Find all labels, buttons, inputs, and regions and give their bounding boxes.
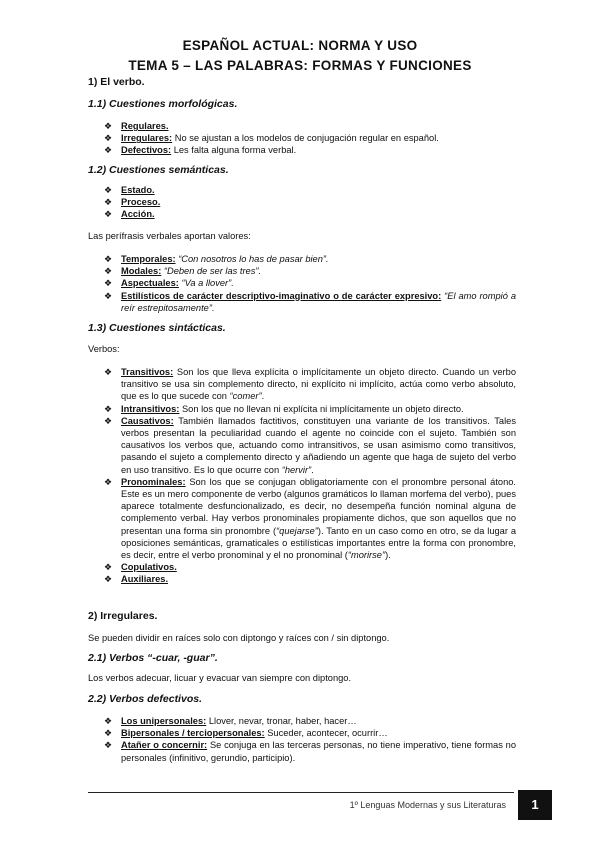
list-item: ❖ Acción. — [104, 209, 155, 220]
bullet-icon: ❖ — [104, 367, 113, 377]
bullet-icon: ❖ — [104, 415, 113, 426]
section-1-1-heading: 1.1) Cuestiones morfológicas. — [88, 98, 238, 110]
bullet-icon: ❖ — [104, 403, 113, 414]
bullet-icon: ❖ — [104, 562, 113, 573]
bullet-icon: ❖ — [104, 209, 113, 220]
list-item: ❖ Bipersonales / terciopersonales: Suceder, acontecer, ocurrir… — [104, 728, 388, 739]
list-item: ❖ Los unipersonales: Llover, nevar, tronar, haber, hacer… — [104, 716, 357, 726]
list-item: ❖ Pronominales: Son los que se conjugan obligatoriamente con el pronombre personal átono. Este es un mero componente de verbo (algunos gramáticos lo llaman morfema del verbo), pues aparece totalmente desfuncionalizado, es decir, no desempeña función nominal alguna de complemento verbal. Hay verbos pronominales propiamente dichos, que son aquellos que no presentan una forma sin pronombre (“quejarse”). Tanto en un caso como en otro, se da lugar a oposiciones semánticas, gramaticales o estilísticas importantes entre la forma con pronombre, es decir, entre el verbo pronominal y el no pronominal (“morirse”). — [104, 476, 516, 561]
bullet-icon: ❖ — [104, 728, 113, 739]
section-1-2-heading: 1.2) Cuestiones semánticas. — [88, 164, 229, 176]
document-subtitle: TEMA 5 – LAS PALABRAS: FORMAS Y FUNCIONES — [128, 58, 472, 73]
bullet-icon: ❖ — [104, 278, 113, 289]
bullet-icon: ❖ — [104, 574, 113, 585]
section-2-2-heading: 2.2) Verbos defectivos. — [88, 693, 202, 705]
footer-rule — [88, 792, 514, 793]
bullet-icon: ❖ — [104, 716, 113, 726]
bullet-icon: ❖ — [104, 121, 113, 131]
list-item: ❖ Auxiliares. — [104, 574, 169, 585]
semantics-list — [104, 184, 516, 221]
list-item: ❖ Temporales: “Con nosotros lo has de pasar bien”. — [104, 254, 329, 264]
list-item: ❖ Defectivos: Les falta alguna forma verbal. — [104, 145, 297, 156]
bullet-icon: ❖ — [104, 254, 113, 264]
verbs-intro: Verbos: — [88, 344, 120, 354]
section-2-1-text: Los verbos adecuar, licuar y evacuar van siempre con diptongo. — [88, 673, 352, 683]
footer-course: 1º Lenguas Modernas y sus Literaturas — [349, 800, 506, 810]
list-item: ❖ Estado. — [104, 185, 155, 195]
list-item: ❖ Modales: “Deben de ser las tres”. — [104, 266, 262, 277]
bullet-icon: ❖ — [104, 133, 113, 144]
bullet-icon: ❖ — [104, 266, 113, 277]
list-item: ❖ Proceso. — [104, 197, 161, 208]
section-2-intro: Se pueden dividir en raíces solo con diptongo y raíces con / sin diptongo. — [88, 633, 390, 643]
document-title: ESPAÑOL ACTUAL: NORMA Y USO — [182, 38, 418, 53]
bullet-icon: ❖ — [104, 290, 113, 301]
list-item: ❖ Atañer o concernir: Se conjuga en las terceras personas, no tiene imperativo, tiene formas no personales (infinitivo, gerundio, participio). — [104, 740, 516, 763]
list-item: ❖ Transitivos: Son los que lleva explícita o implícitamente un objeto directo. Cuando un verbo transitivo se usa sin complemento directo, ni explícito ni implícito, actúa como verbo absoluto, que es lo que sucede con “comer”. — [104, 367, 516, 402]
list-item: ❖ Estilísticos de carácter descriptivo-imaginativo o de carácter expresivo: “El amo rompió a reír estrepitosamente”. — [104, 290, 516, 313]
list-item: ❖ Aspectuales: “Va a llover”. — [104, 278, 234, 289]
section-1-3-heading: 1.3) Cuestiones sintácticas. — [88, 322, 226, 334]
bullet-icon: ❖ — [104, 185, 113, 195]
periphrasis-values-list — [104, 253, 516, 314]
syntax-list — [104, 366, 516, 586]
defective-verbs-list — [104, 715, 516, 764]
list-item: ❖ Regulares. — [104, 121, 169, 131]
list-item: ❖ Intransitivos: Son los que no llevan ni explícita ni implícitamente un objeto directo. — [104, 403, 464, 414]
bullet-icon: ❖ — [104, 145, 113, 156]
list-item: ❖ Causativos: También llamados factitivos, constituyen una variante de los transitivos. Tales verbos presentan la peculiaridad cuando el agente no coincide con el sujeto. También son causativos los verbos que, actuando como intransitivos, se usan asimismo como transitivos, pasando el sujeto a complemento directo y añadiendo un agente que haga de sujeto del verbo en uso transitivo. Es lo que ocurre con “hervir”. — [104, 415, 516, 475]
bullet-icon: ❖ — [104, 197, 113, 208]
list-item: ❖ Copulativos. — [104, 562, 177, 573]
bullet-icon: ❖ — [104, 476, 113, 487]
section-2-heading: 2) Irregulares. — [88, 610, 158, 622]
list-item: ❖ Irregulares: No se ajustan a los modelos de conjugación regular en español. — [104, 133, 439, 144]
page-number: 1 — [518, 790, 552, 820]
morphology-list — [104, 120, 516, 157]
section-1-heading: 1) El verbo. — [88, 76, 145, 88]
periphrasis-intro: Las perífrasis verbales aportan valores: — [88, 231, 251, 241]
bullet-icon: ❖ — [104, 740, 113, 751]
section-2-1-heading: 2.1) Verbos “-cuar, -guar”. — [88, 652, 218, 664]
